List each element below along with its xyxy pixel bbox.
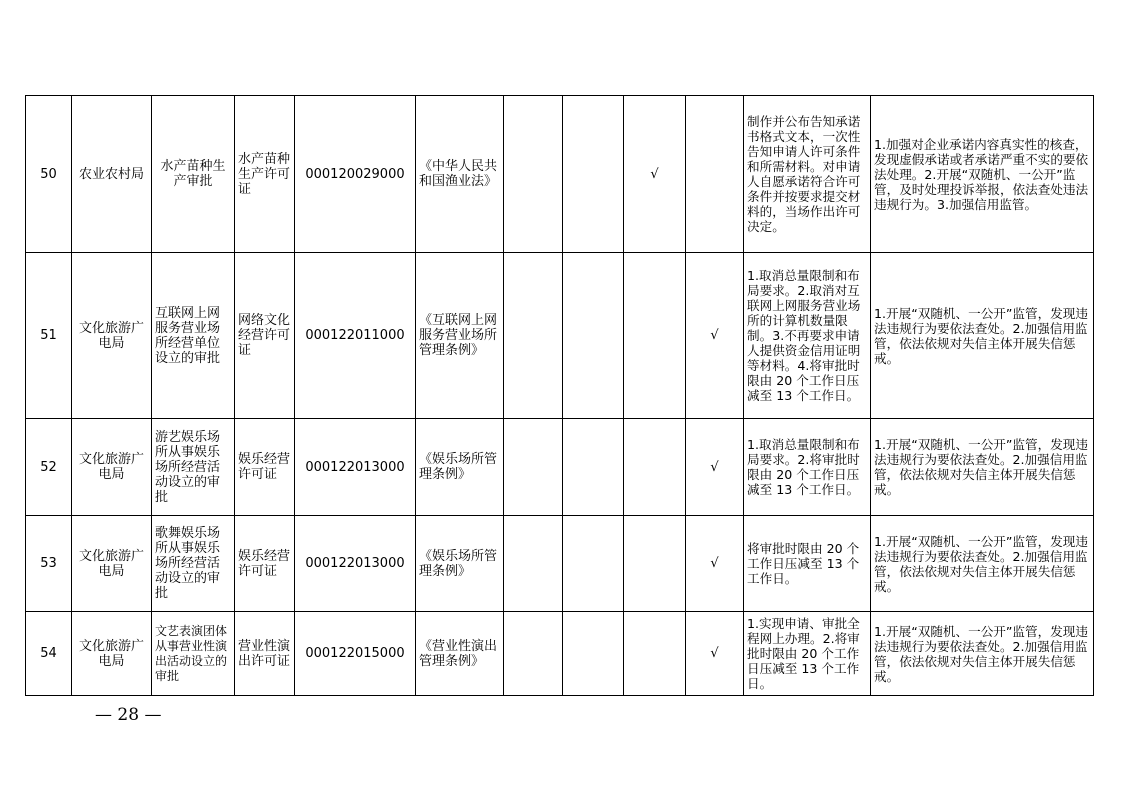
legal-basis-cell: 《中华人民共和国渔业法》	[416, 96, 504, 253]
item-code-cell: 000122015000	[295, 612, 416, 696]
check-column-2	[563, 612, 624, 696]
reform-measure-cell: 1.实现申请、审批全程网上办理。2.将审批时限由 20 个工作日压减至 13 个工作日。	[744, 612, 871, 696]
item-code-cell: 000122013000	[295, 516, 416, 612]
row-number: 52	[26, 419, 72, 516]
check-column-3	[624, 419, 686, 516]
license-name-cell: 娱乐经营许可证	[235, 516, 295, 612]
item-name-cell: 互联网上网服务营业场所经营单位设立的审批	[152, 253, 235, 419]
check-column-1	[504, 516, 563, 612]
check-column-4: √	[686, 516, 744, 612]
item-name-cell: 文艺表演团体从事营业性演出活动设立的审批	[152, 612, 235, 696]
supervision-measure-cell: 1.开展“双随机、一公开”监管，发现违法违规行为要依法查处。2.加强信用监管，依法依规对失信主体开展失信惩戒。	[871, 253, 1094, 419]
row-number: 51	[26, 253, 72, 419]
license-name-cell: 水产苗种生产许可证	[235, 96, 295, 253]
check-column-4: √	[686, 253, 744, 419]
reform-measure-cell: 将审批时限由 20 个工作日压减至 13 个工作日。	[744, 516, 871, 612]
check-column-3	[624, 516, 686, 612]
supervision-measure-cell: 1.开展“双随机、一公开”监管，发现违法违规行为要依法查处。2.加强信用监管，依法依规对失信主体开展失信惩戒。	[871, 516, 1094, 612]
item-code-cell: 000122011000	[295, 253, 416, 419]
department-cell: 文化旅游广电局	[72, 253, 152, 419]
check-column-2	[563, 253, 624, 419]
legal-basis-cell: 《娱乐场所管理条例》	[416, 419, 504, 516]
check-column-3	[624, 253, 686, 419]
table-row	[26, 96, 1094, 253]
row-number: 50	[26, 96, 72, 253]
check-column-2	[563, 516, 624, 612]
table-row	[26, 612, 1094, 696]
department-cell: 农业农村局	[72, 96, 152, 253]
item-name-cell: 歌舞娱乐场所从事娱乐场所经营活动设立的审批	[152, 516, 235, 612]
department-cell: 文化旅游广电局	[72, 419, 152, 516]
check-column-4: √	[686, 612, 744, 696]
department-cell: 文化旅游广电局	[72, 612, 152, 696]
item-name-cell: 水产苗种生产审批	[152, 96, 235, 253]
check-column-3: √	[624, 96, 686, 253]
department-cell: 文化旅游广电局	[72, 516, 152, 612]
check-column-1	[504, 612, 563, 696]
legal-basis-cell: 《营业性演出管理条例》	[416, 612, 504, 696]
table-row	[26, 516, 1094, 612]
supervision-measure-cell: 1.开展“双随机、一公开”监管，发现违法违规行为要依法查处。2.加强信用监管，依法依规对失信主体开展失信惩戒。	[871, 612, 1094, 696]
check-column-1	[504, 253, 563, 419]
item-code-cell: 000120029000	[295, 96, 416, 253]
check-column-2	[563, 419, 624, 516]
table-row	[26, 419, 1094, 516]
supervision-measure-cell: 1.加强对企业承诺内容真实性的核查，发现虚假承诺或者承诺严重不实的要依法处理。2.开展“双随机、一公开”监管，及时处理投诉举报，依法查处违法违规行为。3.加强信用监管。	[871, 96, 1094, 253]
approval-items-table	[25, 95, 1094, 696]
reform-measure-cell: 1.取消总量限制和布局要求。2.将审批时限由 20 个工作日压减至 13 个工作日。	[744, 419, 871, 516]
reform-measure-cell: 1.取消总量限制和布局要求。2.取消对互联网上网服务营业场所的计算机数量限制。3.不再要求申请人提供资金信用证明等材料。4.将审批时限由 20 个工作日压减至 13 个工作日。	[744, 253, 871, 419]
legal-basis-cell: 《互联网上网服务营业场所管理条例》	[416, 253, 504, 419]
row-number: 53	[26, 516, 72, 612]
check-column-4	[686, 96, 744, 253]
supervision-measure-cell: 1.开展“双随机、一公开”监管，发现违法违规行为要依法查处。2.加强信用监管，依法依规对失信主体开展失信惩戒。	[871, 419, 1094, 516]
legal-basis-cell: 《娱乐场所管理条例》	[416, 516, 504, 612]
check-column-1	[504, 96, 563, 253]
check-column-4: √	[686, 419, 744, 516]
row-number: 54	[26, 612, 72, 696]
license-name-cell: 营业性演出许可证	[235, 612, 295, 696]
page-number: — 28 —	[95, 705, 162, 725]
item-name-cell: 游艺娱乐场所从事娱乐场所经营活动设立的审批	[152, 419, 235, 516]
license-name-cell: 网络文化经营许可证	[235, 253, 295, 419]
reform-measure-cell: 制作并公布告知承诺书格式文本，一次性告知申请人许可条件和所需材料。对申请人自愿承诺符合许可条件并按要求提交材料的，当场作出许可决定。	[744, 96, 871, 253]
check-column-3	[624, 612, 686, 696]
check-column-1	[504, 419, 563, 516]
license-name-cell: 娱乐经营许可证	[235, 419, 295, 516]
item-code-cell: 000122013000	[295, 419, 416, 516]
check-column-2	[563, 96, 624, 253]
table-row	[26, 253, 1094, 419]
